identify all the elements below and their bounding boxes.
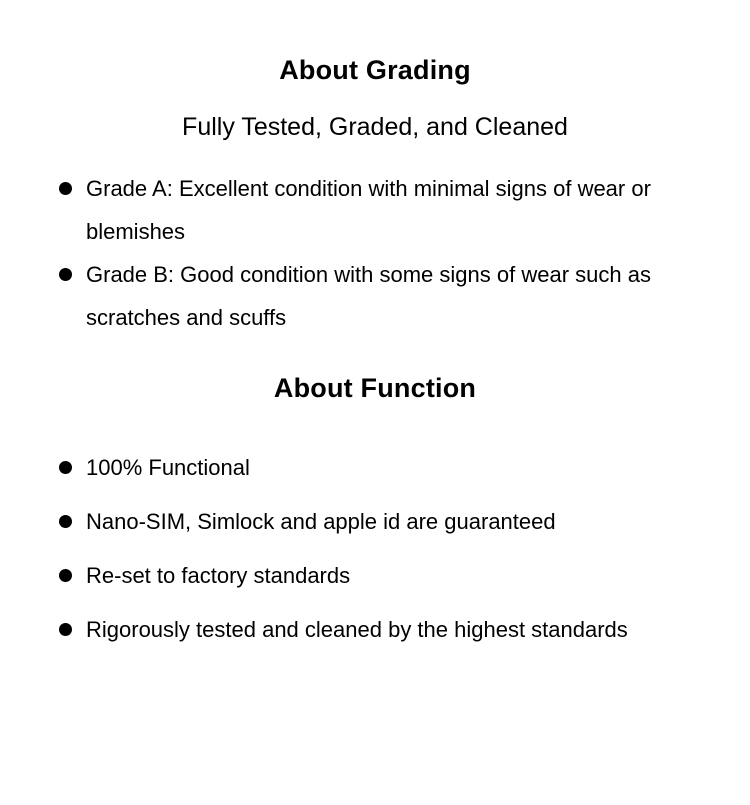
list-item-text: 100% Functional [86, 455, 250, 480]
bullet-dot-icon [59, 623, 72, 636]
grading-subtitle: Fully Tested, Graded, and Cleaned [182, 113, 568, 141]
list-item [52, 167, 698, 253]
about-grading-heading: About Grading [279, 55, 471, 85]
list-item-text: Grade A: Excellent condition with minimal signs of wear or blemishes [86, 176, 651, 244]
bullet-dot-icon [59, 515, 72, 528]
product-info-page [0, 55, 750, 805]
bullet-dot-icon [59, 182, 72, 195]
function-bullet-list [52, 446, 698, 651]
bullet-dot-icon [59, 461, 72, 474]
list-item [52, 608, 698, 651]
list-item-text: Rigorously tested and cleaned by the highest standards [86, 617, 628, 642]
list-item-text: Re-set to factory standards [86, 563, 351, 588]
bullet-dot-icon [59, 268, 72, 281]
list-item [52, 253, 698, 339]
list-item-text: Nano-SIM, Simlock and apple id are guaranteed [86, 509, 556, 534]
list-item [52, 446, 698, 489]
grading-bullet-list [52, 167, 698, 339]
list-item-text: Grade B: Good condition with some signs of wear such as scratches and scuffs [86, 262, 651, 330]
about-function-heading: About Function [273, 373, 477, 403]
list-item [52, 500, 698, 543]
bullet-dot-icon [59, 569, 72, 582]
list-item [52, 554, 698, 597]
